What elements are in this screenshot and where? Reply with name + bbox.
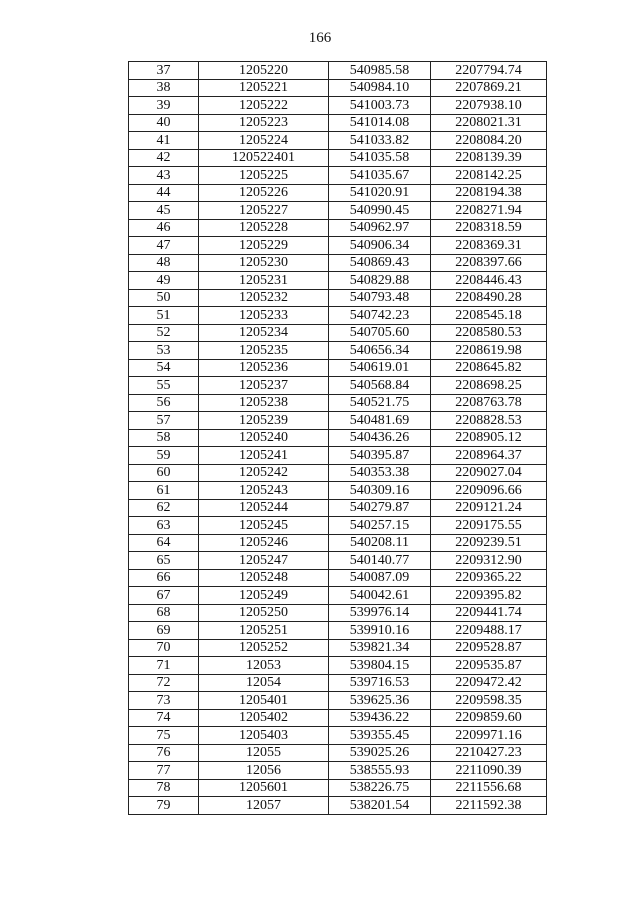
y-coordinate-cell: 2208397.66: [431, 254, 547, 272]
point-id-cell: 1205242: [199, 464, 329, 482]
table-row: [129, 289, 547, 307]
point-id-cell: 1205248: [199, 569, 329, 587]
point-id-cell: 1205244: [199, 499, 329, 517]
y-coordinate-cell: 2209121.24: [431, 499, 547, 517]
y-coordinate-cell: 2211592.38: [431, 797, 547, 815]
point-id-cell: 1205252: [199, 639, 329, 657]
table-row: [129, 569, 547, 587]
y-coordinate-cell: 2208021.31: [431, 114, 547, 132]
y-coordinate-cell: 2208084.20: [431, 132, 547, 150]
x-coordinate-cell: 540568.84: [329, 377, 431, 395]
y-coordinate-cell: 2209971.16: [431, 727, 547, 745]
x-coordinate-cell: 540829.88: [329, 272, 431, 290]
x-coordinate-cell: 540042.61: [329, 587, 431, 605]
point-id-cell: 1205227: [199, 202, 329, 220]
table-row: [129, 622, 547, 640]
point-id-cell: 1205223: [199, 114, 329, 132]
table-row: [129, 639, 547, 657]
point-id-cell: 1205240: [199, 429, 329, 447]
point-id-cell: 12053: [199, 657, 329, 675]
table-row: [129, 517, 547, 535]
table-row: [129, 359, 547, 377]
x-coordinate-cell: 541035.58: [329, 149, 431, 167]
point-id-cell: 1205229: [199, 237, 329, 255]
y-coordinate-cell: 2208446.43: [431, 272, 547, 290]
row-index-cell: 76: [129, 744, 199, 762]
point-id-cell: 1205249: [199, 587, 329, 605]
point-id-cell: 1205230: [199, 254, 329, 272]
x-coordinate-cell: 540309.16: [329, 482, 431, 500]
y-coordinate-cell: 2208905.12: [431, 429, 547, 447]
row-index-cell: 46: [129, 219, 199, 237]
x-coordinate-cell: 540742.23: [329, 307, 431, 325]
row-index-cell: 57: [129, 412, 199, 430]
point-id-cell: 1205231: [199, 272, 329, 290]
x-coordinate-cell: 539025.26: [329, 744, 431, 762]
row-index-cell: 39: [129, 97, 199, 115]
y-coordinate-cell: 2207869.21: [431, 79, 547, 97]
point-id-cell: 1205236: [199, 359, 329, 377]
x-coordinate-cell: 540962.97: [329, 219, 431, 237]
table-row: [129, 79, 547, 97]
y-coordinate-cell: 2209312.90: [431, 552, 547, 570]
row-index-cell: 40: [129, 114, 199, 132]
point-id-cell: 12057: [199, 797, 329, 815]
row-index-cell: 63: [129, 517, 199, 535]
y-coordinate-cell: 2209488.17: [431, 622, 547, 640]
table-row: [129, 219, 547, 237]
x-coordinate-cell: 539910.16: [329, 622, 431, 640]
table-row: [129, 307, 547, 325]
point-id-cell: 1205601: [199, 779, 329, 797]
table-row: [129, 412, 547, 430]
table-row: [129, 62, 547, 80]
y-coordinate-cell: 2208619.98: [431, 342, 547, 360]
table-row: [129, 552, 547, 570]
y-coordinate-cell: 2209365.22: [431, 569, 547, 587]
row-index-cell: 51: [129, 307, 199, 325]
x-coordinate-cell: 539716.53: [329, 674, 431, 692]
x-coordinate-cell: 541003.73: [329, 97, 431, 115]
x-coordinate-cell: 540906.34: [329, 237, 431, 255]
row-index-cell: 54: [129, 359, 199, 377]
row-index-cell: 49: [129, 272, 199, 290]
y-coordinate-cell: 2207938.10: [431, 97, 547, 115]
row-index-cell: 50: [129, 289, 199, 307]
row-index-cell: 65: [129, 552, 199, 570]
row-index-cell: 64: [129, 534, 199, 552]
row-index-cell: 68: [129, 604, 199, 622]
table-row: [129, 447, 547, 465]
x-coordinate-cell: 540869.43: [329, 254, 431, 272]
x-coordinate-cell: 539976.14: [329, 604, 431, 622]
x-coordinate-cell: 540257.15: [329, 517, 431, 535]
table-row: [129, 237, 547, 255]
row-index-cell: 48: [129, 254, 199, 272]
table-row: [129, 779, 547, 797]
y-coordinate-cell: 2208369.31: [431, 237, 547, 255]
x-coordinate-cell: 540140.77: [329, 552, 431, 570]
y-coordinate-cell: 2209528.87: [431, 639, 547, 657]
table-row: [129, 482, 547, 500]
table-row: [129, 692, 547, 710]
row-index-cell: 43: [129, 167, 199, 185]
x-coordinate-cell: 540481.69: [329, 412, 431, 430]
y-coordinate-cell: 2209441.74: [431, 604, 547, 622]
row-index-cell: 59: [129, 447, 199, 465]
table-row: [129, 342, 547, 360]
table-row: [129, 132, 547, 150]
row-index-cell: 55: [129, 377, 199, 395]
point-id-cell: 1205228: [199, 219, 329, 237]
x-coordinate-cell: 540208.11: [329, 534, 431, 552]
y-coordinate-cell: 2209598.35: [431, 692, 547, 710]
row-index-cell: 75: [129, 727, 199, 745]
table-row: [129, 324, 547, 342]
point-id-cell: 1205234: [199, 324, 329, 342]
y-coordinate-cell: 2208763.78: [431, 394, 547, 412]
y-coordinate-cell: 2209027.04: [431, 464, 547, 482]
coordinates-table-body: [129, 62, 547, 815]
row-index-cell: 42: [129, 149, 199, 167]
point-id-cell: 1205247: [199, 552, 329, 570]
y-coordinate-cell: 2208828.53: [431, 412, 547, 430]
y-coordinate-cell: 2209175.55: [431, 517, 547, 535]
point-id-cell: 1205224: [199, 132, 329, 150]
point-id-cell: 1205220: [199, 62, 329, 80]
row-index-cell: 69: [129, 622, 199, 640]
table-row: [129, 149, 547, 167]
table-row: [129, 97, 547, 115]
row-index-cell: 62: [129, 499, 199, 517]
table-row: [129, 604, 547, 622]
table-row: [129, 797, 547, 815]
point-id-cell: 1205222: [199, 97, 329, 115]
table-row: [129, 499, 547, 517]
table-row: [129, 762, 547, 780]
row-index-cell: 71: [129, 657, 199, 675]
table-row: [129, 464, 547, 482]
table-row: [129, 394, 547, 412]
row-index-cell: 66: [129, 569, 199, 587]
x-coordinate-cell: 539355.45: [329, 727, 431, 745]
y-coordinate-cell: 2208318.59: [431, 219, 547, 237]
row-index-cell: 70: [129, 639, 199, 657]
table-row: [129, 202, 547, 220]
row-index-cell: 38: [129, 79, 199, 97]
y-coordinate-cell: 2209859.60: [431, 709, 547, 727]
y-coordinate-cell: 2208698.25: [431, 377, 547, 395]
x-coordinate-cell: 540985.58: [329, 62, 431, 80]
x-coordinate-cell: 541035.67: [329, 167, 431, 185]
point-id-cell: 1205233: [199, 307, 329, 325]
x-coordinate-cell: 541033.82: [329, 132, 431, 150]
x-coordinate-cell: 540353.38: [329, 464, 431, 482]
point-id-cell: 1205401: [199, 692, 329, 710]
point-id-cell: 1205241: [199, 447, 329, 465]
row-index-cell: 61: [129, 482, 199, 500]
x-coordinate-cell: 539804.15: [329, 657, 431, 675]
point-id-cell: 12055: [199, 744, 329, 762]
x-coordinate-cell: 540705.60: [329, 324, 431, 342]
y-coordinate-cell: 2211090.39: [431, 762, 547, 780]
x-coordinate-cell: 539625.36: [329, 692, 431, 710]
y-coordinate-cell: 2207794.74: [431, 62, 547, 80]
row-index-cell: 60: [129, 464, 199, 482]
y-coordinate-cell: 2209096.66: [431, 482, 547, 500]
point-id-cell: 1205402: [199, 709, 329, 727]
x-coordinate-cell: 540990.45: [329, 202, 431, 220]
x-coordinate-cell: 539436.22: [329, 709, 431, 727]
point-id-cell: 1205245: [199, 517, 329, 535]
y-coordinate-cell: 2209535.87: [431, 657, 547, 675]
x-coordinate-cell: 540436.26: [329, 429, 431, 447]
table-row: [129, 272, 547, 290]
point-id-cell: 1205238: [199, 394, 329, 412]
point-id-cell: 12054: [199, 674, 329, 692]
row-index-cell: 41: [129, 132, 199, 150]
x-coordinate-cell: 540793.48: [329, 289, 431, 307]
point-id-cell: 1205403: [199, 727, 329, 745]
y-coordinate-cell: 2208139.39: [431, 149, 547, 167]
row-index-cell: 58: [129, 429, 199, 447]
table-row: [129, 114, 547, 132]
row-index-cell: 44: [129, 184, 199, 202]
table-row: [129, 674, 547, 692]
y-coordinate-cell: 2208645.82: [431, 359, 547, 377]
point-id-cell: 1205250: [199, 604, 329, 622]
y-coordinate-cell: 2208142.25: [431, 167, 547, 185]
x-coordinate-cell: 540521.75: [329, 394, 431, 412]
y-coordinate-cell: 2208545.18: [431, 307, 547, 325]
table-row: [129, 534, 547, 552]
x-coordinate-cell: 540619.01: [329, 359, 431, 377]
y-coordinate-cell: 2208580.53: [431, 324, 547, 342]
y-coordinate-cell: 2208964.37: [431, 447, 547, 465]
table-row: [129, 709, 547, 727]
y-coordinate-cell: 2209472.42: [431, 674, 547, 692]
y-coordinate-cell: 2210427.23: [431, 744, 547, 762]
x-coordinate-cell: 539821.34: [329, 639, 431, 657]
x-coordinate-cell: 538226.75: [329, 779, 431, 797]
point-id-cell: 1205246: [199, 534, 329, 552]
table-row: [129, 657, 547, 675]
x-coordinate-cell: 540984.10: [329, 79, 431, 97]
point-id-cell: 1205237: [199, 377, 329, 395]
y-coordinate-cell: 2208271.94: [431, 202, 547, 220]
coordinates-table: [128, 61, 547, 815]
y-coordinate-cell: 2208490.28: [431, 289, 547, 307]
page-number: 166: [308, 30, 332, 46]
point-id-cell: 1205239: [199, 412, 329, 430]
point-id-cell: 1205232: [199, 289, 329, 307]
x-coordinate-cell: 538555.93: [329, 762, 431, 780]
row-index-cell: 79: [129, 797, 199, 815]
row-index-cell: 53: [129, 342, 199, 360]
table-row: [129, 727, 547, 745]
x-coordinate-cell: 541020.91: [329, 184, 431, 202]
point-id-cell: 1205226: [199, 184, 329, 202]
row-index-cell: 45: [129, 202, 199, 220]
table-row: [129, 429, 547, 447]
point-id-cell: 1205235: [199, 342, 329, 360]
point-id-cell: 120522401: [199, 149, 329, 167]
x-coordinate-cell: 538201.54: [329, 797, 431, 815]
y-coordinate-cell: 2211556.68: [431, 779, 547, 797]
row-index-cell: 56: [129, 394, 199, 412]
table-row: [129, 167, 547, 185]
row-index-cell: 37: [129, 62, 199, 80]
row-index-cell: 67: [129, 587, 199, 605]
point-id-cell: 1205243: [199, 482, 329, 500]
x-coordinate-cell: 540279.87: [329, 499, 431, 517]
row-index-cell: 73: [129, 692, 199, 710]
row-index-cell: 77: [129, 762, 199, 780]
x-coordinate-cell: 540656.34: [329, 342, 431, 360]
table-row: [129, 744, 547, 762]
row-index-cell: 78: [129, 779, 199, 797]
row-index-cell: 74: [129, 709, 199, 727]
point-id-cell: 1205221: [199, 79, 329, 97]
row-index-cell: 47: [129, 237, 199, 255]
table-row: [129, 254, 547, 272]
table-row: [129, 587, 547, 605]
x-coordinate-cell: 541014.08: [329, 114, 431, 132]
table-row: [129, 184, 547, 202]
table-row: [129, 377, 547, 395]
x-coordinate-cell: 540087.09: [329, 569, 431, 587]
point-id-cell: 1205251: [199, 622, 329, 640]
y-coordinate-cell: 2209239.51: [431, 534, 547, 552]
y-coordinate-cell: 2208194.38: [431, 184, 547, 202]
point-id-cell: 12056: [199, 762, 329, 780]
x-coordinate-cell: 540395.87: [329, 447, 431, 465]
row-index-cell: 72: [129, 674, 199, 692]
point-id-cell: 1205225: [199, 167, 329, 185]
y-coordinate-cell: 2209395.82: [431, 587, 547, 605]
row-index-cell: 52: [129, 324, 199, 342]
